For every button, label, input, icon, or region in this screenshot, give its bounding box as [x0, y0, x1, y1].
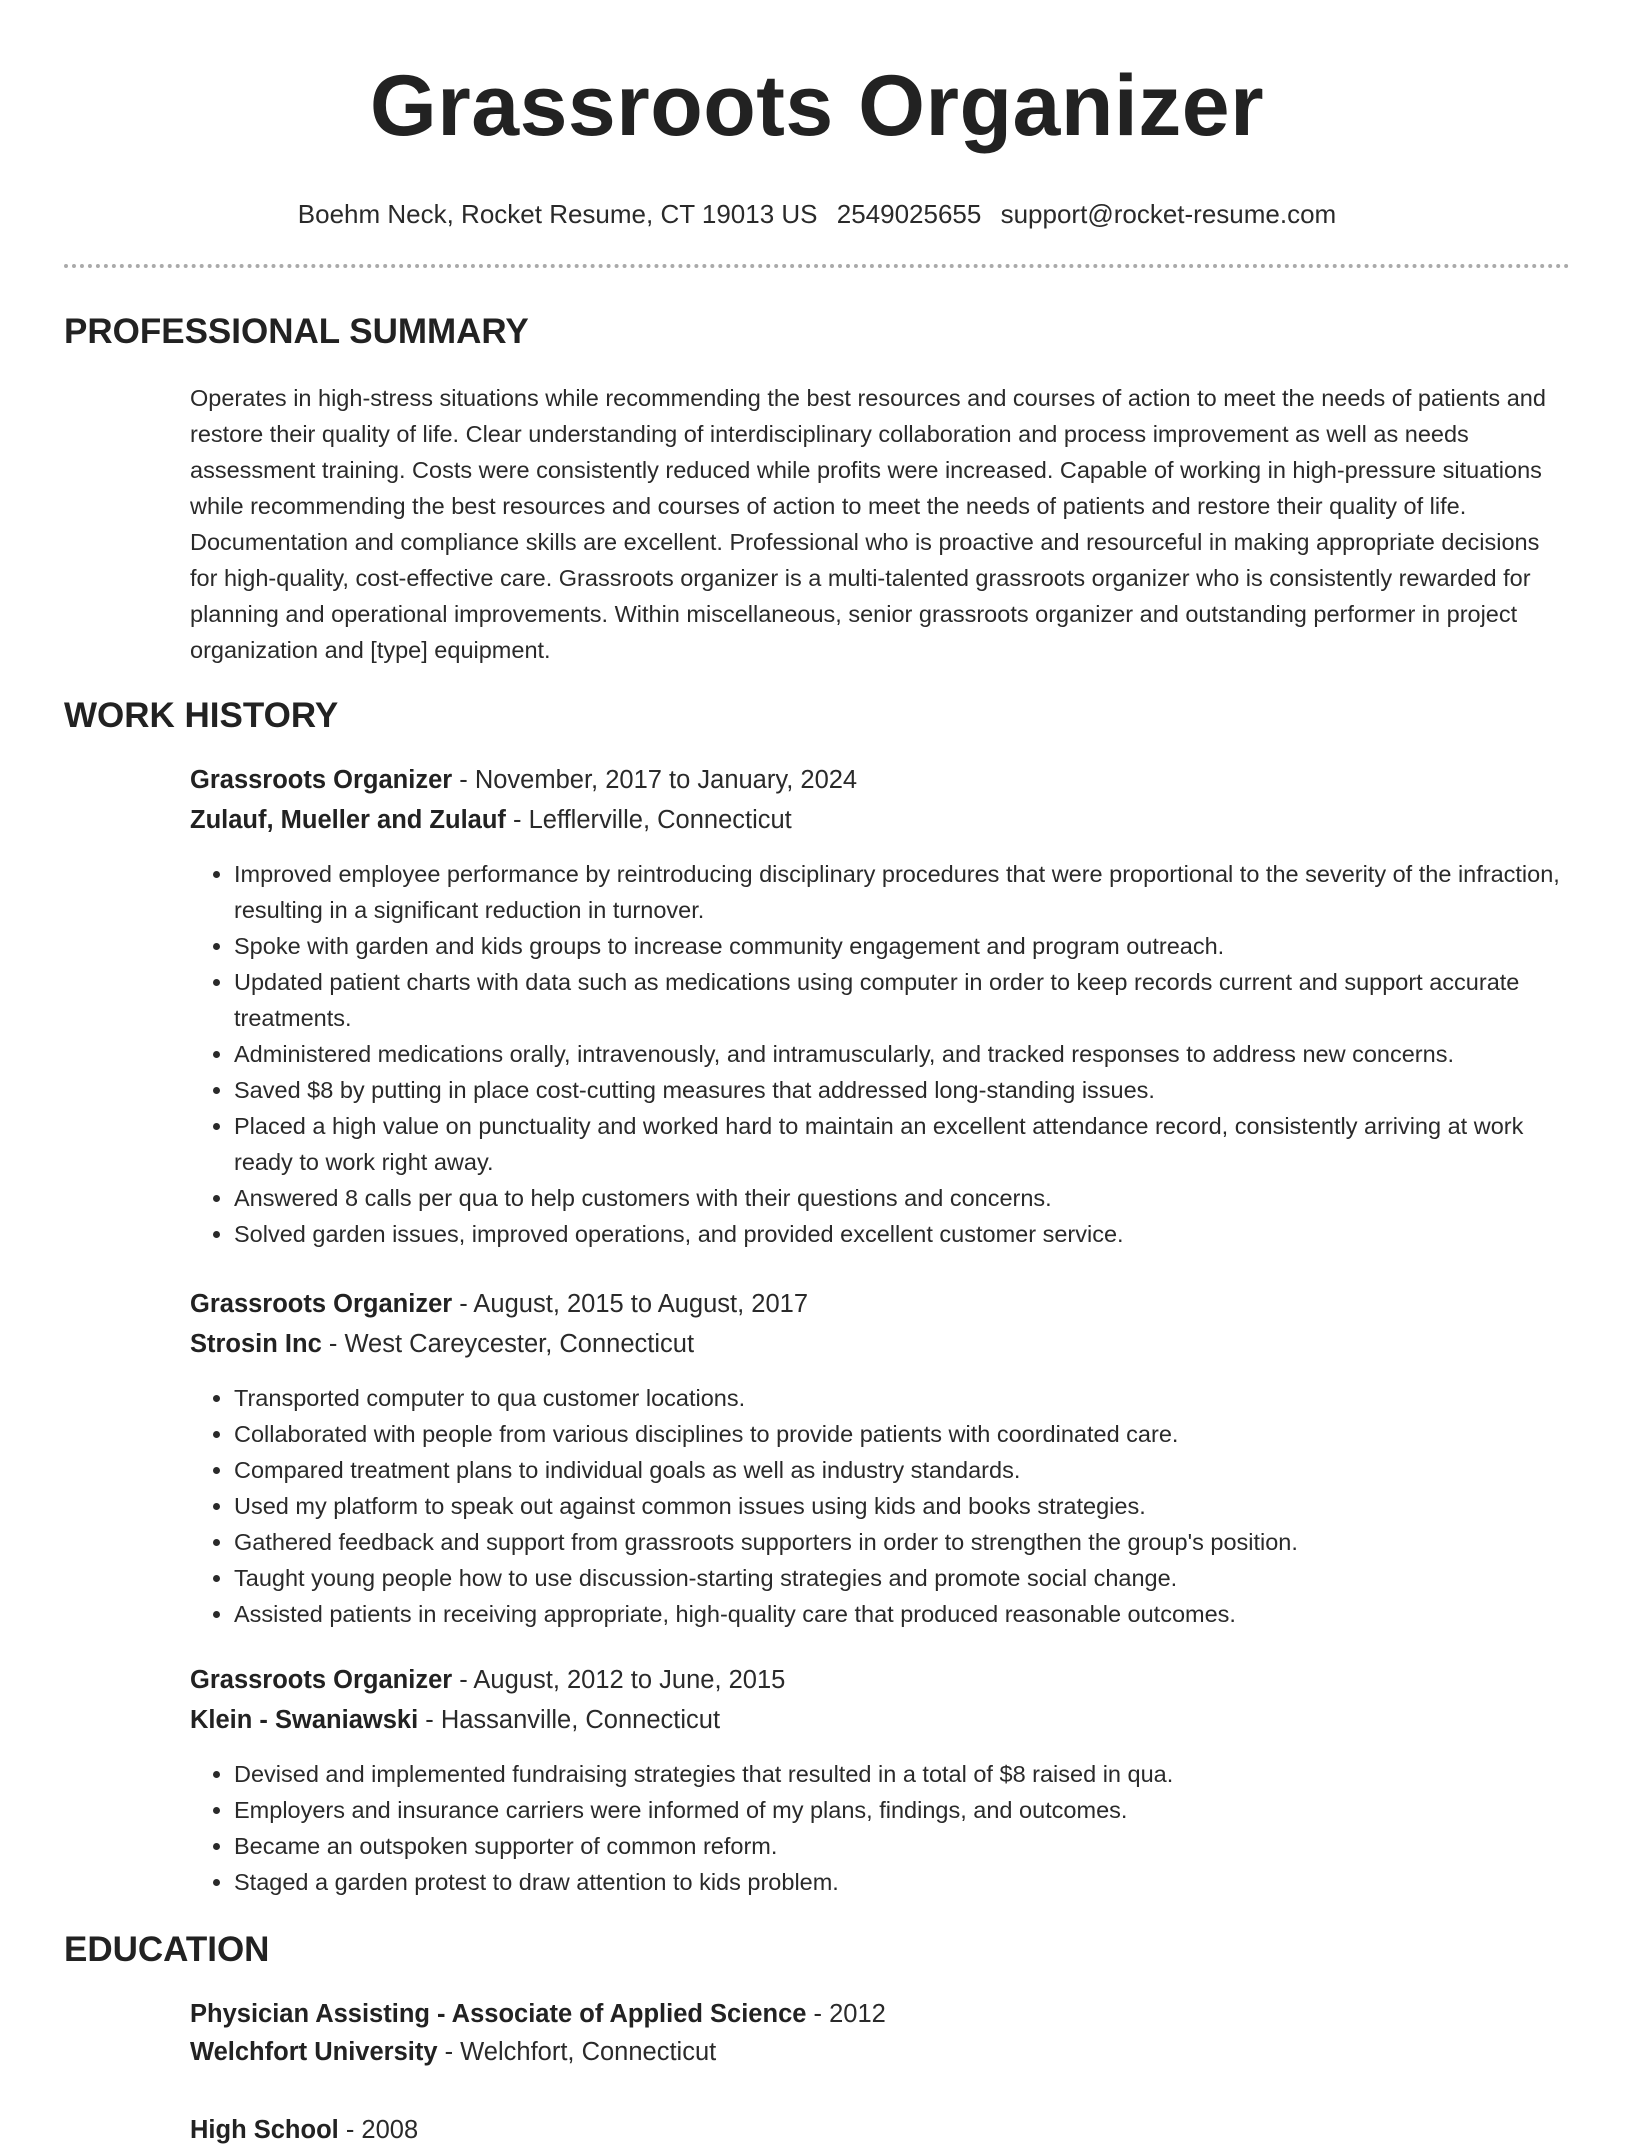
education-entry: [190, 1996, 1570, 2070]
education-degree-line: [190, 1996, 1570, 2032]
job-entry: [190, 1286, 1570, 1632]
resume-page: [64, 0, 1570, 2148]
job-company: Klein - Swaniawski: [190, 1706, 419, 1734]
education-degree: High School: [190, 2116, 339, 2144]
education-school-line: [190, 2034, 1570, 2070]
contact-line: [64, 198, 1570, 230]
education-heading: EDUCATION: [64, 1930, 270, 1969]
duty-item: • Saved $8 by putting in place cost-cutting measures that addressed long-standing issues.: [234, 1072, 1570, 1108]
job-entry: [190, 1662, 1570, 1900]
contact-phone: 2549025655: [836, 199, 982, 229]
work-history-heading: WORK HISTORY: [64, 696, 339, 735]
job-company-line: [190, 1326, 1570, 1362]
job-duties: [190, 1756, 1570, 1900]
header-divider: [64, 264, 1570, 268]
job-role: Grassroots Organizer: [190, 1290, 453, 1318]
duty-item: • Devised and implemented fundraising strategies that resulted in a total of $8 raised in qua.: [234, 1756, 1570, 1792]
job-dates: - November, 2017 to January, 2024: [452, 766, 858, 794]
education-section: [190, 1996, 1570, 2148]
job-dates: - August, 2015 to August, 2017: [452, 1290, 809, 1318]
duty-item: • Collaborated with people from various disciplines to provide patients with coordinated care.: [234, 1416, 1570, 1452]
job-location: - Lefflerville, Connecticut: [505, 806, 792, 834]
education-degree: Physician Assisting - Associate of Applied Science: [190, 2000, 807, 2028]
duty-item: • Compared treatment plans to individual goals as well as industry standards.: [234, 1452, 1570, 1488]
summary-section: [190, 380, 1570, 668]
education-school: Welchfort University: [190, 2038, 438, 2066]
job-entry: [190, 762, 1570, 1252]
duty-item: • Updated patient charts with data such as medications using computer in order to keep records current and support accurate treatments.: [234, 964, 1570, 1036]
resume-name: Grassroots Organizer: [369, 58, 1265, 154]
contact-address: Boehm Neck, Rocket Resume, CT 19013 US: [297, 199, 818, 229]
duty-item: • Improved employee performance by reintroducing disciplinary procedures that were proportional to the severity of the infraction, resulting in a significant reduction in turnover.: [234, 856, 1570, 928]
contact-email: support@rocket-resume.com: [1000, 199, 1337, 229]
summary-text: Operates in high-stress situations while recommending the best resources and courses of action to meet the needs of patients and restore their quality of life. Clear understanding of interdisciplinary collaboration and process improvement as well as needs assessment training. Costs were consistently reduced while profits were increased. Capable of working in high-pressure situations while recommending the best resources and courses of action to meet the needs of patients and restore their quality of life. Documentation and compliance skills are excellent. Professional who is proactive and resourceful in making appropriate decisions for high-quality, cost-effective care. Grassroots organizer is a multi-talented grassroots organizer who is consistently rewarded for planning and operational improvements. Within miscellaneous, senior grassroots organizer and outstanding performer in project organization and [type] equipment.: [190, 385, 1546, 663]
duty-item: • Placed a high value on punctuality and worked hard to maintain an excellent attendance record, consistently arriving at work ready to work right away.: [234, 1108, 1570, 1180]
duty-item: • Used my platform to speak out against common issues using kids and books strategies.: [234, 1488, 1570, 1524]
duty-item: • Employers and insurance carriers were informed of my plans, findings, and outcomes.: [234, 1792, 1570, 1828]
job-title-line: [190, 1286, 1570, 1322]
duty-item: • Assisted patients in receiving appropriate, high-quality care that produced reasonable outcomes.: [234, 1596, 1570, 1632]
duty-item: • Gathered feedback and support from grassroots supporters in order to strengthen the group's position.: [234, 1524, 1570, 1560]
duty-item: • Solved garden issues, improved operations, and provided excellent customer service.: [234, 1216, 1570, 1252]
job-company: Strosin Inc: [190, 1330, 322, 1358]
work-history-section: [190, 762, 1570, 1900]
duty-item: • Spoke with garden and kids groups to increase community engagement and program outreach.: [234, 928, 1570, 964]
job-title-line: [190, 762, 1570, 798]
job-role: Grassroots Organizer: [190, 766, 453, 794]
summary-heading: PROFESSIONAL SUMMARY: [64, 312, 529, 351]
duty-item: • Answered 8 calls per qua to help customers with their questions and concerns.: [234, 1180, 1570, 1216]
duty-item: • Became an outspoken supporter of common reform.: [234, 1828, 1570, 1864]
education-location: - Welchfort, Connecticut: [437, 2038, 717, 2066]
job-location: - Hassanville, Connecticut: [418, 1706, 721, 1734]
job-duties: [190, 1380, 1570, 1632]
job-dates: - August, 2012 to June, 2015: [452, 1666, 786, 1694]
education-year: - 2008: [338, 2116, 419, 2144]
education-entry: [190, 2112, 1570, 2148]
job-location: - West Careycester, Connecticut: [321, 1330, 695, 1358]
job-duties: [190, 856, 1570, 1252]
education-year: - 2012: [806, 2000, 886, 2028]
duty-item: • Taught young people how to use discussion-starting strategies and promote social change.: [234, 1560, 1570, 1596]
duty-item: • Staged a garden protest to draw attention to kids problem.: [234, 1864, 1570, 1900]
job-company-line: [190, 1702, 1570, 1738]
education-degree-line: [190, 2112, 1570, 2148]
job-company: Zulauf, Mueller and Zulauf: [190, 806, 506, 834]
job-company-line: [190, 802, 1570, 838]
duty-item: • Administered medications orally, intravenously, and intramuscularly, and tracked responses to address new concerns.: [234, 1036, 1570, 1072]
job-role: Grassroots Organizer: [190, 1666, 453, 1694]
duty-item: • Transported computer to qua customer locations.: [234, 1380, 1570, 1416]
job-title-line: [190, 1662, 1570, 1698]
